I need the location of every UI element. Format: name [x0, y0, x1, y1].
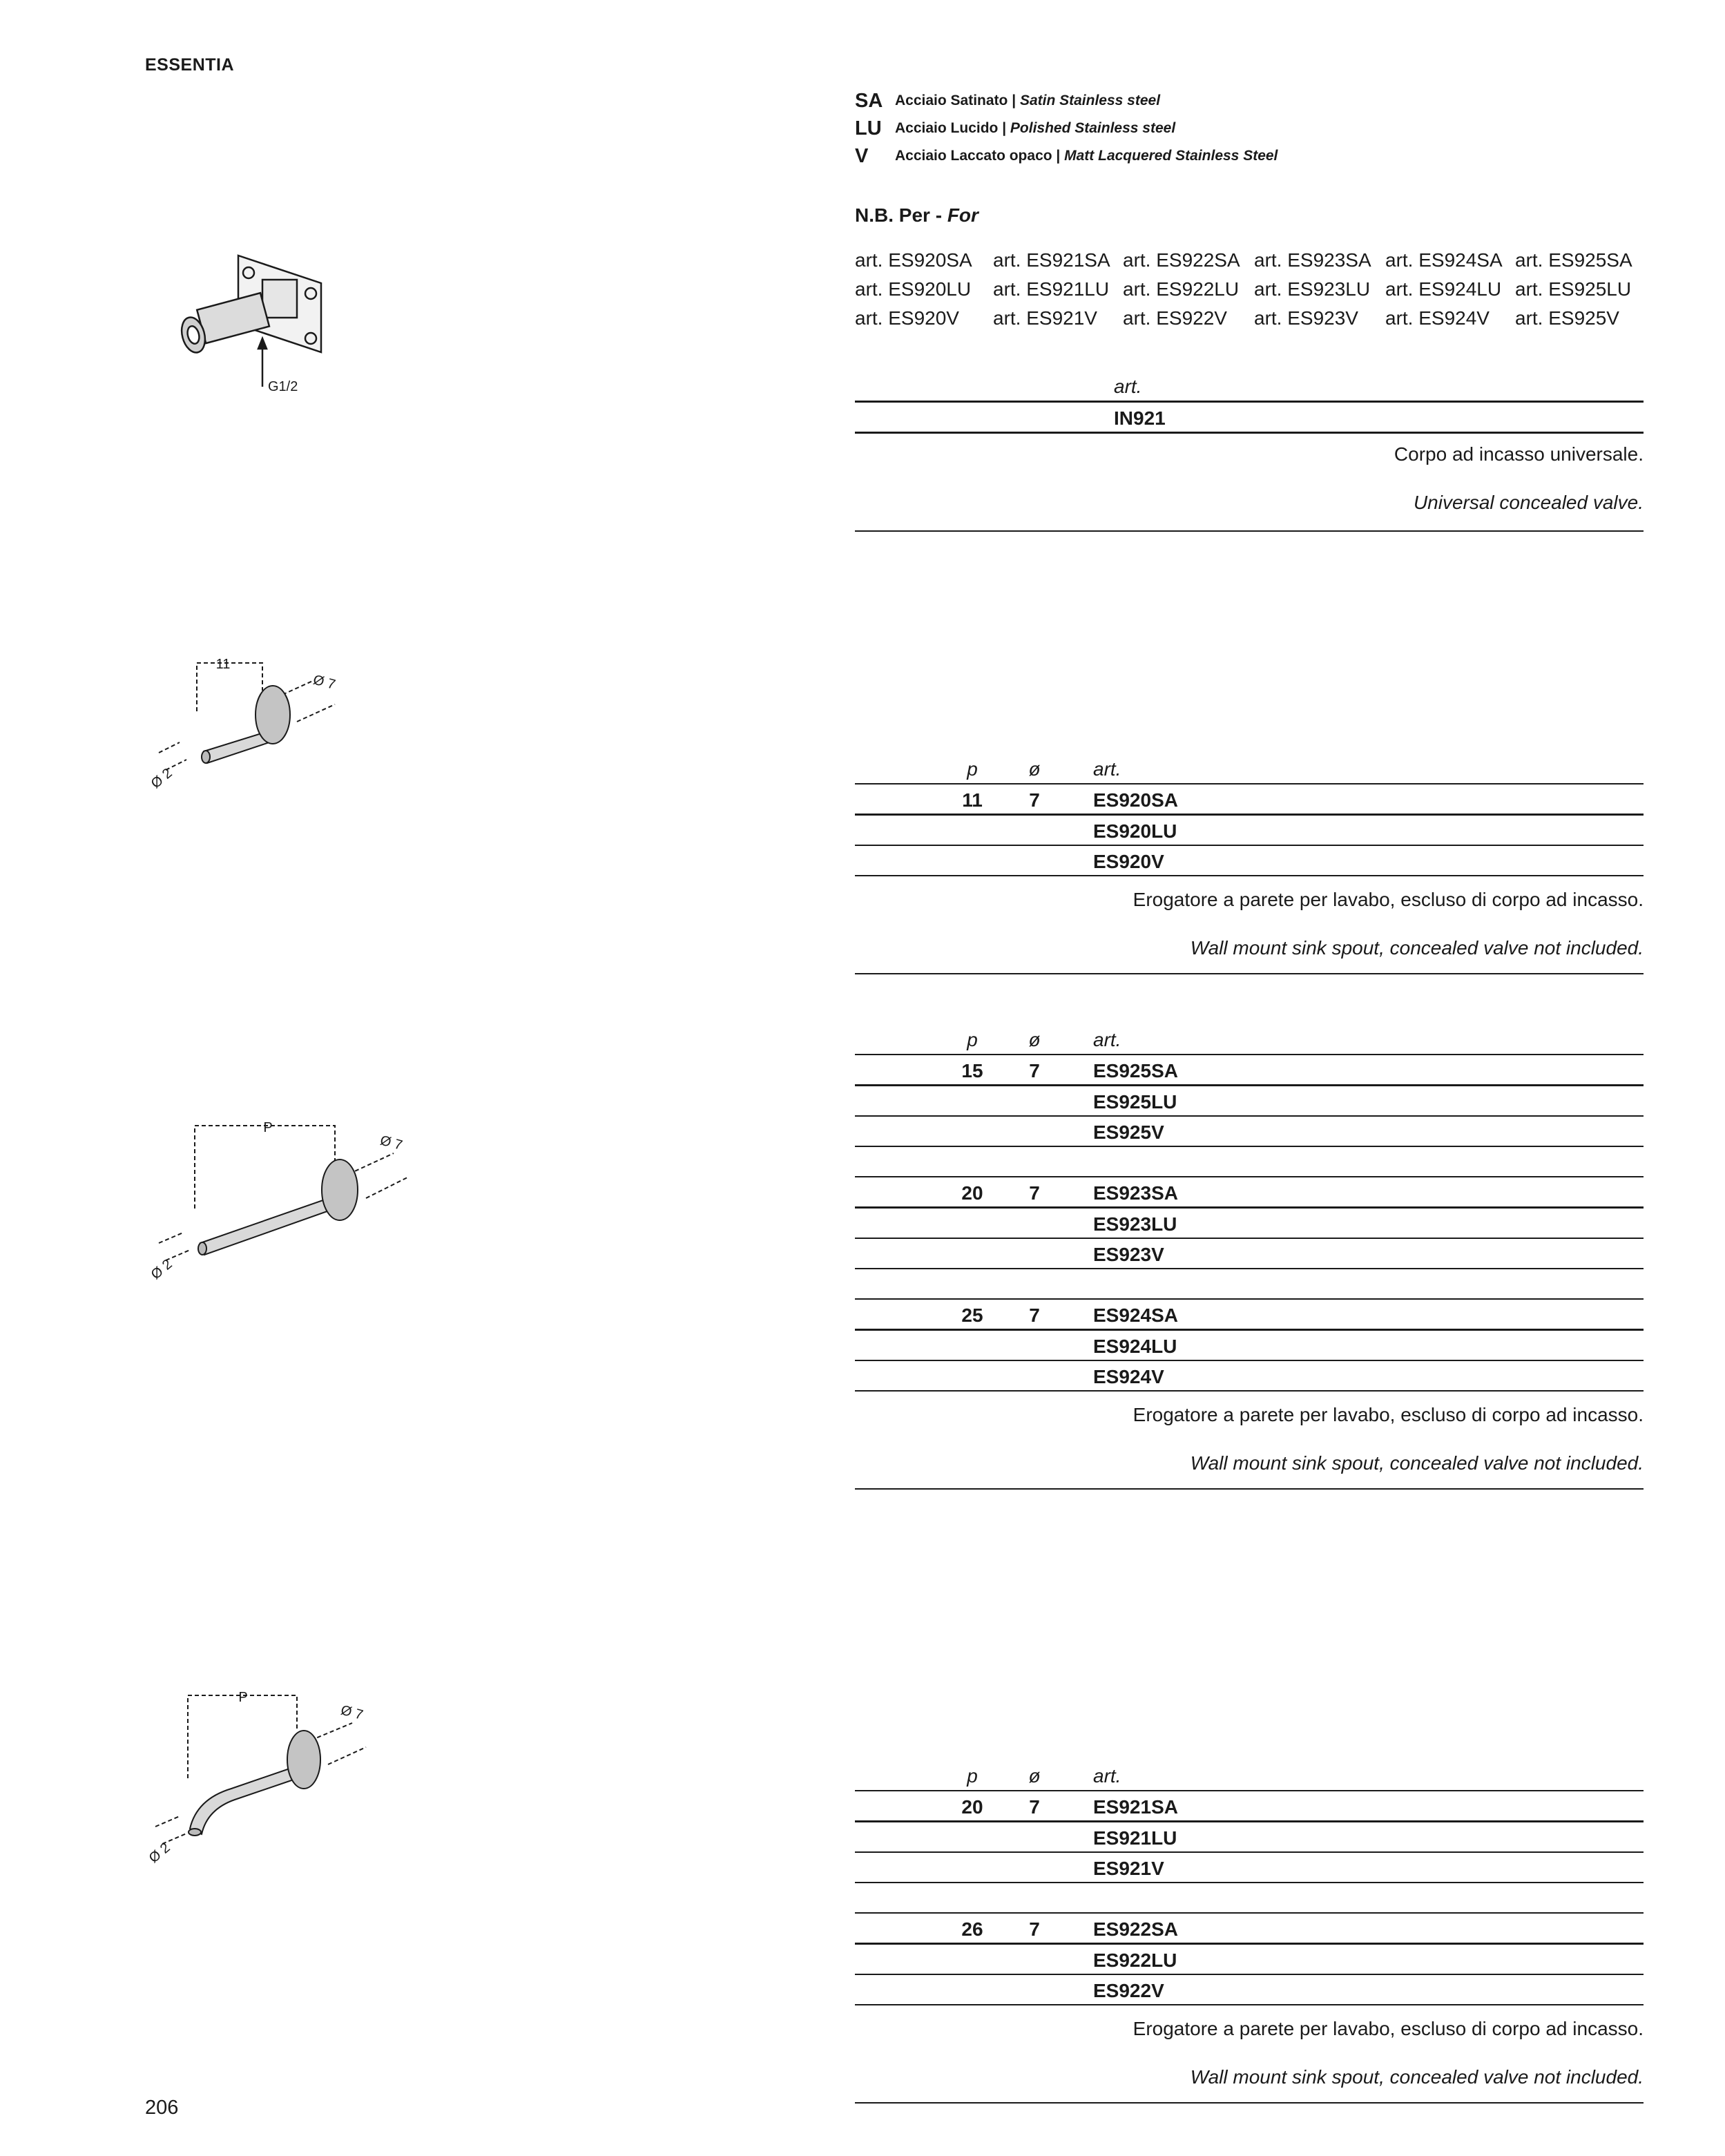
article-code: ES921SA: [1093, 1796, 1178, 1818]
header-p: p: [967, 758, 978, 780]
article-code: ES920LU: [1093, 820, 1177, 842]
compat-article: art. ES923SA: [1254, 249, 1371, 271]
compat-article: art. ES922LU: [1123, 278, 1240, 300]
compat-row: [855, 304, 1646, 333]
spout-11-drawing: [138, 649, 359, 815]
header-p: p: [967, 1029, 978, 1050]
spout-straight-drawing: [138, 1115, 428, 1295]
finish-row-v: [855, 142, 1278, 170]
nb-title: [855, 204, 979, 227]
length-value: 26: [961, 1918, 983, 1940]
length-dimension: 11: [215, 657, 231, 672]
spout-table-straight: [855, 1025, 1644, 1490]
article-code: ES920V: [1093, 851, 1164, 872]
finish-description: Acciaio Satinato | Satin Stainless steel: [895, 93, 1161, 108]
header-art: art.: [1093, 1765, 1121, 1787]
table-row: [855, 1086, 1644, 1115]
finish-name-it: Acciaio Satinato: [895, 93, 1008, 108]
spout-table-curved: [855, 1761, 1644, 2104]
table-row: [855, 1945, 1644, 1974]
length-value: 15: [961, 1060, 983, 1081]
description-en: Wall mount sink spout, concealed valve not included.: [1190, 1452, 1644, 1474]
g12-label: G1/2: [268, 379, 298, 394]
outlet-dimension: Ø 2: [146, 1840, 173, 1867]
compat-article: art. ES925SA: [1515, 249, 1632, 271]
finish-code: LU: [855, 117, 882, 139]
compat-article: art. ES925LU: [1515, 278, 1632, 300]
compat-row: [855, 275, 1646, 304]
article-code: ES923SA: [1093, 1182, 1178, 1204]
compat-article: art. ES924SA: [1385, 249, 1503, 271]
table-header: [855, 1025, 1644, 1054]
description-it: Erogatore a parete per lavabo, escluso di corpo ad incasso.: [1133, 889, 1644, 910]
compat-article: art. ES920LU: [855, 278, 972, 300]
table-header: [855, 754, 1644, 783]
table-row: [855, 1117, 1644, 1146]
concealed-valve-table: [855, 372, 1644, 532]
finish-name-it: Acciaio Laccato opaco: [895, 148, 1052, 164]
article-code: IN921: [1114, 407, 1166, 429]
compat-article: art. ES922SA: [1123, 249, 1240, 271]
description-it: Erogatore a parete per lavabo, escluso di corpo ad incasso.: [1133, 1404, 1644, 1425]
compat-article: art. ES920V: [855, 307, 959, 329]
table-row: [855, 1177, 1644, 1206]
compat-article: art. ES922V: [1123, 307, 1227, 329]
table-row: [855, 1055, 1644, 1084]
header-art: art.: [1093, 1029, 1121, 1050]
article-code: ES924SA: [1093, 1305, 1178, 1326]
article-code: ES921V: [1093, 1858, 1164, 1879]
diameter-value: 7: [1029, 789, 1040, 811]
table-row: [855, 1822, 1644, 1851]
article-code: ES922V: [1093, 1980, 1164, 2001]
compat-article: art. ES921LU: [993, 278, 1110, 300]
article-code: ES922LU: [1093, 1950, 1177, 1971]
table-header: [855, 372, 1644, 401]
flange-dimension: Ø 7: [311, 672, 337, 693]
table-row: [855, 1975, 1644, 2004]
description-en: Wall mount sink spout, concealed valve not included.: [1190, 937, 1644, 959]
length-value: 20: [961, 1182, 983, 1204]
length-value: 11: [962, 789, 983, 811]
description-it: Erogatore a parete per lavabo, escluso di corpo ad incasso.: [1133, 2018, 1644, 2039]
article-code: ES920SA: [1093, 789, 1178, 811]
table-row: [855, 403, 1644, 432]
header-p: p: [967, 1765, 978, 1787]
table-row: [855, 1791, 1644, 1820]
table-row: [855, 1209, 1644, 1238]
length-value: 25: [961, 1305, 983, 1326]
flange-dimension: Ø 7: [378, 1133, 404, 1154]
compatibility-list: [855, 246, 1646, 333]
page-number: 206: [145, 2097, 179, 2119]
finish-legend: [855, 87, 1278, 170]
header-art: art.: [1114, 376, 1142, 397]
article-code: ES925LU: [1093, 1091, 1177, 1113]
compat-article: art. ES923V: [1254, 307, 1358, 329]
finish-name-en: Satin Stainless steel: [1019, 93, 1161, 108]
finish-name-it: Acciaio Lucido: [895, 120, 999, 136]
compat-article: art. ES924V: [1385, 307, 1490, 329]
compat-article: art. ES924LU: [1385, 278, 1502, 300]
article-code: ES921LU: [1093, 1827, 1177, 1849]
nb-title-prefix: N.B. Per -: [855, 204, 947, 226]
outlet-dimension: Ø 2: [148, 1256, 175, 1283]
finish-code: V: [855, 144, 869, 167]
compat-article: art. ES923LU: [1254, 278, 1371, 300]
length-dimension: P: [238, 1690, 248, 1705]
table-header: [855, 1761, 1644, 1790]
finish-row-sa: [855, 87, 1278, 115]
article-code: ES925SA: [1093, 1060, 1178, 1081]
header-diameter: ø: [1028, 758, 1041, 780]
table-row: [855, 1853, 1644, 1882]
article-code: ES924LU: [1093, 1336, 1177, 1357]
header-diameter: ø: [1028, 1765, 1041, 1787]
brand-title: ESSENTIA: [145, 55, 235, 75]
table-row: [855, 1300, 1644, 1329]
length-dimension: P: [263, 1120, 273, 1135]
table-row: [855, 1239, 1644, 1268]
diameter-value: 7: [1029, 1796, 1040, 1818]
diameter-value: 7: [1029, 1182, 1040, 1204]
compat-row: [855, 246, 1646, 275]
table-row: [855, 1914, 1644, 1943]
table-row: [855, 816, 1644, 845]
compat-article: art. ES920SA: [855, 249, 972, 271]
diameter-value: 7: [1029, 1060, 1040, 1081]
compat-article: art. ES921V: [993, 307, 1097, 329]
finish-code: SA: [855, 89, 883, 112]
finish-name-en: Matt Lacquered Stainless Steel: [1064, 148, 1278, 164]
spout-table-11: [855, 754, 1644, 974]
flange-dimension: Ø 7: [339, 1702, 365, 1724]
finish-name-en: Polished Stainless steel: [1010, 120, 1176, 136]
article-code: ES924V: [1093, 1366, 1164, 1387]
article-code: ES923LU: [1093, 1213, 1177, 1235]
table-row: [855, 1361, 1644, 1390]
diameter-value: 7: [1029, 1918, 1040, 1940]
nb-title-for: For: [947, 204, 979, 226]
header-art: art.: [1093, 758, 1121, 780]
table-row: [855, 1331, 1644, 1360]
finish-description: Acciaio Laccato opaco | Matt Lacquered Stainless Steel: [895, 148, 1278, 164]
compat-article: art. ES925V: [1515, 307, 1619, 329]
spout-curved-drawing: [138, 1678, 387, 1867]
concealed-valve-drawing: [173, 249, 338, 401]
length-value: 20: [961, 1796, 983, 1818]
article-code: ES923V: [1093, 1244, 1164, 1265]
article-code: ES922SA: [1093, 1918, 1178, 1940]
description-en: Wall mount sink spout, concealed valve not included.: [1190, 2066, 1644, 2088]
outlet-dimension: Ø 2: [148, 765, 175, 792]
description-en: Universal concealed valve.: [1413, 492, 1644, 513]
article-code: ES925V: [1093, 1122, 1164, 1143]
diameter-value: 7: [1029, 1305, 1040, 1326]
table-row: [855, 785, 1644, 814]
finish-row-lu: [855, 115, 1278, 142]
description-it: Corpo ad incasso universale.: [1394, 443, 1644, 465]
header-diameter: ø: [1028, 1029, 1041, 1050]
compat-article: art. ES921SA: [993, 249, 1110, 271]
finish-description: Acciaio Lucido | Polished Stainless steel: [895, 120, 1176, 136]
table-row: [855, 846, 1644, 875]
